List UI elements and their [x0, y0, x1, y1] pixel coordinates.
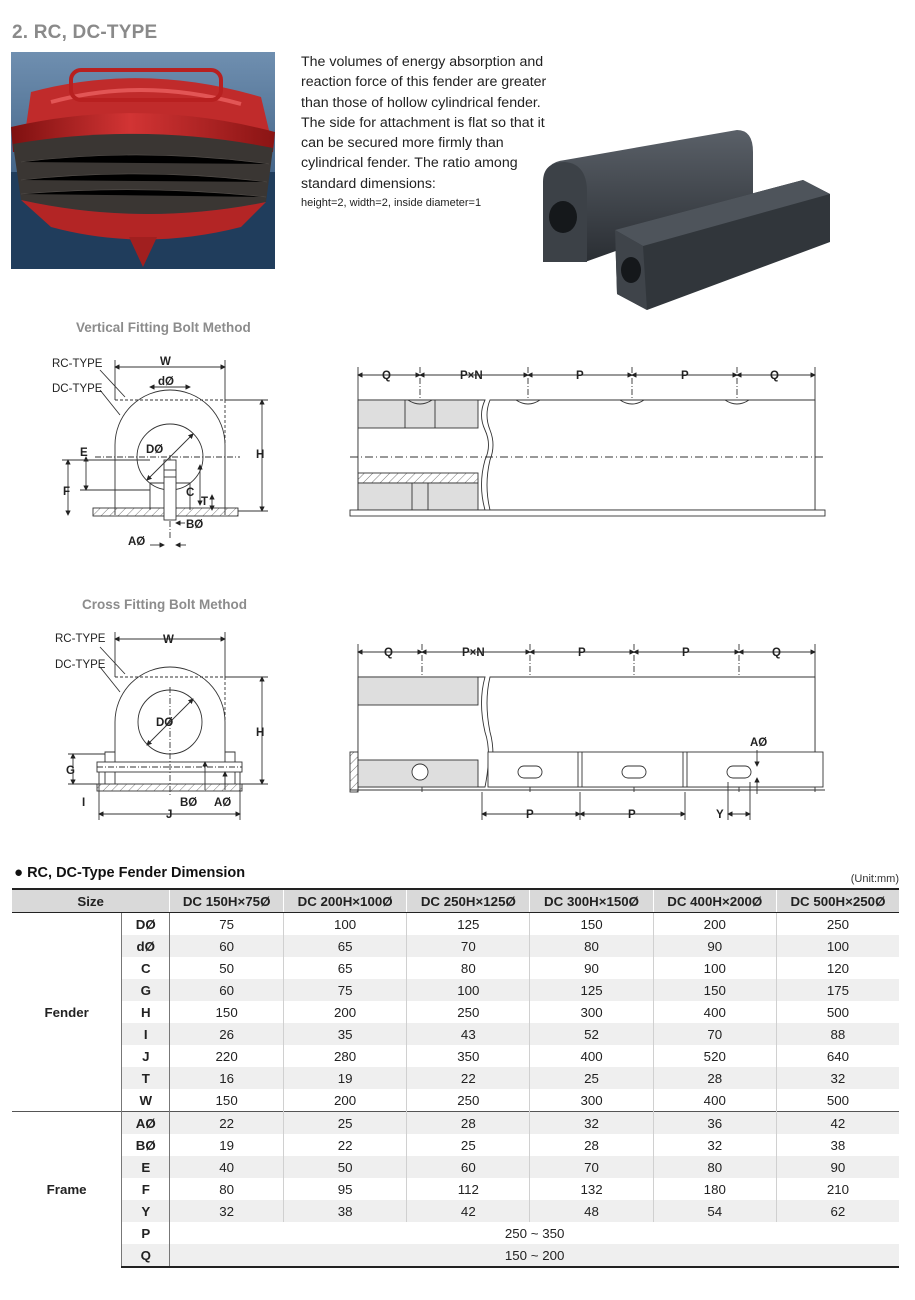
- header-col: DC 300H×150Ø: [530, 889, 653, 913]
- table-cell: 42: [407, 1200, 530, 1222]
- side-label-y: Y: [716, 809, 724, 821]
- intro-line: than those of hollow cylindrical fender.: [301, 94, 541, 111]
- header-col: DC 250H×125Ø: [407, 889, 530, 913]
- cross-fitting-diagram: [0, 622, 915, 827]
- side-label-pxn: P×N: [460, 370, 483, 382]
- table-row: [12, 1178, 899, 1200]
- row-symbol: G: [122, 979, 170, 1001]
- table-cell: 32: [653, 1134, 776, 1156]
- table-cell: 42: [776, 1112, 899, 1135]
- side-label-pb1: P: [526, 809, 534, 821]
- section-title: 2. RC, DC-TYPE: [12, 22, 158, 43]
- intro-line: cylindrical fender. The ratio among: [301, 155, 518, 172]
- table-title: ● RC, DC-Type Fender Dimension: [14, 864, 246, 881]
- table-cell: 65: [284, 957, 407, 979]
- table-cell: 200: [284, 1001, 407, 1023]
- table-cell: 132: [530, 1178, 653, 1200]
- table-cell: 70: [530, 1156, 653, 1178]
- table-cell: 60: [170, 935, 284, 957]
- table-row: [12, 1089, 899, 1112]
- side-label-pb2: P: [628, 809, 636, 821]
- table-cell: 70: [653, 1023, 776, 1045]
- table-cell: 175: [776, 979, 899, 1001]
- intro-paragraph: [301, 52, 551, 212]
- table-cell: 125: [407, 913, 530, 936]
- table-row: [12, 913, 899, 936]
- label-dc-type: DC-TYPE: [52, 383, 103, 395]
- table-cell: 75: [170, 913, 284, 936]
- table-cell: 65: [284, 935, 407, 957]
- table-row: [12, 1112, 899, 1135]
- header-col: DC 500H×250Ø: [776, 889, 899, 913]
- table-cell: 95: [284, 1178, 407, 1200]
- table-cell: 500: [826, 1004, 850, 1020]
- label-c: C: [186, 487, 195, 499]
- table-row: [12, 979, 899, 1001]
- table-cell: 100: [776, 935, 899, 957]
- table-cell: 60: [170, 979, 284, 1001]
- intro-line: reaction force of this fender are greater: [301, 74, 547, 91]
- header-col: DC 200H×100Ø: [284, 889, 407, 913]
- table-cell: 35: [284, 1023, 407, 1045]
- table-cell: 200: [284, 1089, 407, 1112]
- label-a: AØ: [214, 797, 232, 809]
- table-cell: 300: [530, 1001, 653, 1023]
- table-row: [12, 1156, 899, 1178]
- label-rc-type: RC-TYPE: [55, 633, 106, 645]
- table-row: [12, 957, 899, 979]
- table-cell: 250: [407, 1089, 530, 1112]
- table-cell: 25: [530, 1067, 653, 1089]
- table-header-row: [12, 889, 899, 913]
- ship-fender-photo: [11, 52, 275, 269]
- group-label: Fender: [12, 913, 122, 1112]
- table-cell: 400: [653, 1089, 776, 1112]
- table-cell: 50: [170, 957, 284, 979]
- table-title-text: RC, DC-Type Fender Dimension: [27, 865, 246, 881]
- row-symbol: AØ: [122, 1112, 170, 1135]
- label-d-small: dØ: [158, 376, 174, 388]
- row-symbol: J: [122, 1045, 170, 1067]
- row-symbol: T: [122, 1067, 170, 1089]
- label-dc-type: DC-TYPE: [55, 659, 106, 671]
- header-col: DC 150H×75Ø: [170, 889, 284, 913]
- ratio-text: height=2, width=2, inside diameter=1: [301, 197, 482, 210]
- label-w: W: [160, 356, 171, 368]
- table-cell: 80: [653, 1156, 776, 1178]
- label-d-big: DØ: [146, 444, 164, 456]
- table-row: [12, 1222, 899, 1244]
- row-symbol: Y: [122, 1200, 170, 1222]
- table-cell: 26: [170, 1023, 284, 1045]
- table-cell: 100: [284, 913, 407, 936]
- row-symbol: E: [122, 1156, 170, 1178]
- table-cell: 70: [407, 935, 530, 957]
- side-label-p1: P: [578, 647, 586, 659]
- side-label-p1: P: [576, 370, 584, 382]
- table-cell: 280: [284, 1045, 407, 1067]
- table-cell: 200: [653, 913, 776, 936]
- table-cell: 400: [530, 1045, 653, 1067]
- intro-line: can be secured more firmly than: [301, 135, 504, 152]
- table-cell: 500: [826, 1092, 850, 1108]
- vertical-method-title: Vertical Fitting Bolt Method: [76, 320, 251, 335]
- dimension-table: [12, 888, 899, 1268]
- side-label-q2: Q: [772, 647, 781, 659]
- table-cell: 22: [407, 1067, 530, 1089]
- table-cell: 48: [530, 1200, 653, 1222]
- table-cell: 43: [407, 1023, 530, 1045]
- row-symbol: BØ: [122, 1134, 170, 1156]
- table-cell: 80: [170, 1178, 284, 1200]
- side-label-p2: P: [682, 647, 690, 659]
- table-cell: 250: [826, 916, 850, 932]
- label-b: BØ: [180, 797, 198, 809]
- row-symbol: DØ: [122, 913, 170, 936]
- table-cell: 22: [170, 1112, 284, 1135]
- row-symbol: P: [122, 1222, 170, 1244]
- table-cell: 38: [830, 1137, 846, 1153]
- side-label-p2: P: [681, 370, 689, 382]
- fender-product-image: [525, 122, 845, 312]
- table-cell: 100: [407, 979, 530, 1001]
- header-size: Size: [12, 889, 170, 913]
- table-cell: 50: [284, 1156, 407, 1178]
- label-h: H: [256, 449, 265, 461]
- table-cell: 90: [653, 935, 776, 957]
- table-cell: 19: [170, 1134, 284, 1156]
- label-b: BØ: [186, 519, 204, 531]
- table-cell: 400: [653, 1001, 776, 1023]
- row-symbol: W: [122, 1089, 170, 1112]
- table-cell: 75: [284, 979, 407, 1001]
- table-cell: 22: [284, 1134, 407, 1156]
- row-symbol: I: [122, 1023, 170, 1045]
- table-cell: 62: [776, 1200, 899, 1222]
- table-row: [12, 1045, 899, 1067]
- table-row: [12, 935, 899, 957]
- table-cell: 36: [653, 1112, 776, 1135]
- label-a: AØ: [128, 536, 146, 548]
- table-cell: 32: [170, 1200, 284, 1222]
- table-cell: 90: [530, 957, 653, 979]
- table-cell: 350: [407, 1045, 530, 1067]
- table-row: [12, 1001, 899, 1023]
- table-row: [12, 1244, 899, 1267]
- row-symbol: C: [122, 957, 170, 979]
- table-cell: 640: [826, 1048, 850, 1064]
- table-cell: 28: [407, 1112, 530, 1135]
- vertical-fitting-diagram: [0, 345, 915, 555]
- table-cell: 54: [653, 1200, 776, 1222]
- unit-label: (Unit:mm): [850, 873, 899, 885]
- table-cell: 80: [530, 935, 653, 957]
- table-cell: 150: [653, 979, 776, 1001]
- table-cell: 19: [284, 1067, 407, 1089]
- group-label: Frame: [12, 1112, 122, 1268]
- table-row: [12, 1067, 899, 1089]
- table-cell: 32: [530, 1112, 653, 1135]
- table-cell: 220: [170, 1045, 284, 1067]
- cross-method-title: Cross Fitting Bolt Method: [82, 597, 247, 612]
- table-row: [12, 1200, 899, 1222]
- label-e: E: [80, 447, 88, 459]
- row-symbol: H: [122, 1001, 170, 1023]
- table-cell: 16: [170, 1067, 284, 1089]
- intro-line: standard dimensions:: [301, 175, 436, 192]
- label-g: G: [66, 765, 75, 777]
- table-cell: 28: [653, 1067, 776, 1089]
- table-cell: 88: [776, 1023, 899, 1045]
- row-symbol: F: [122, 1178, 170, 1200]
- table-cell: 112: [407, 1178, 530, 1200]
- intro-line: The side for attachment is flat so that it: [301, 114, 545, 131]
- label-j: J: [166, 809, 173, 821]
- label-i: I: [82, 797, 86, 809]
- table-row: [12, 1023, 899, 1045]
- label-t: T: [201, 496, 209, 508]
- side-label-pxn: P×N: [462, 647, 485, 659]
- table-cell: 60: [407, 1156, 530, 1178]
- table-row: [12, 1134, 899, 1156]
- table-cell: 150: [530, 913, 653, 936]
- table-cell: 150: [170, 1001, 284, 1023]
- table-cell: 150 ~ 200: [170, 1244, 899, 1267]
- label-d-big: DØ: [156, 717, 174, 729]
- table-cell: 520: [653, 1045, 776, 1067]
- side-label-a: AØ: [750, 737, 768, 749]
- table-cell: 28: [530, 1134, 653, 1156]
- table-cell: 25: [407, 1134, 530, 1156]
- table-cell: 40: [170, 1156, 284, 1178]
- table-cell: 210: [826, 1181, 850, 1197]
- table-cell: 125: [530, 979, 653, 1001]
- table-cell: 250: [407, 1001, 530, 1023]
- label-f: F: [63, 486, 71, 498]
- side-label-q2: Q: [770, 370, 779, 382]
- side-label-q1: Q: [382, 370, 391, 382]
- label-h: H: [256, 727, 265, 739]
- intro-line: The volumes of energy absorption and: [301, 54, 544, 70]
- row-symbol: dØ: [122, 935, 170, 957]
- table-cell: 300: [530, 1089, 653, 1112]
- side-label-q1: Q: [384, 647, 393, 659]
- table-cell: 52: [530, 1023, 653, 1045]
- table-cell: 25: [284, 1112, 407, 1135]
- table-cell: 80: [407, 957, 530, 979]
- table-cell: 32: [776, 1067, 899, 1089]
- table-cell: 250 ~ 350: [504, 1225, 565, 1241]
- header-col: DC 400H×200Ø: [653, 889, 776, 913]
- table-cell: 180: [653, 1178, 776, 1200]
- label-w: W: [163, 634, 174, 646]
- table-cell: 38: [284, 1200, 407, 1222]
- table-cell: 120: [826, 960, 850, 976]
- table-cell: 150: [170, 1089, 284, 1112]
- table-cell: 90: [776, 1156, 899, 1178]
- label-rc-type: RC-TYPE: [52, 358, 103, 370]
- table-cell: 100: [653, 957, 776, 979]
- row-symbol: Q: [122, 1244, 170, 1267]
